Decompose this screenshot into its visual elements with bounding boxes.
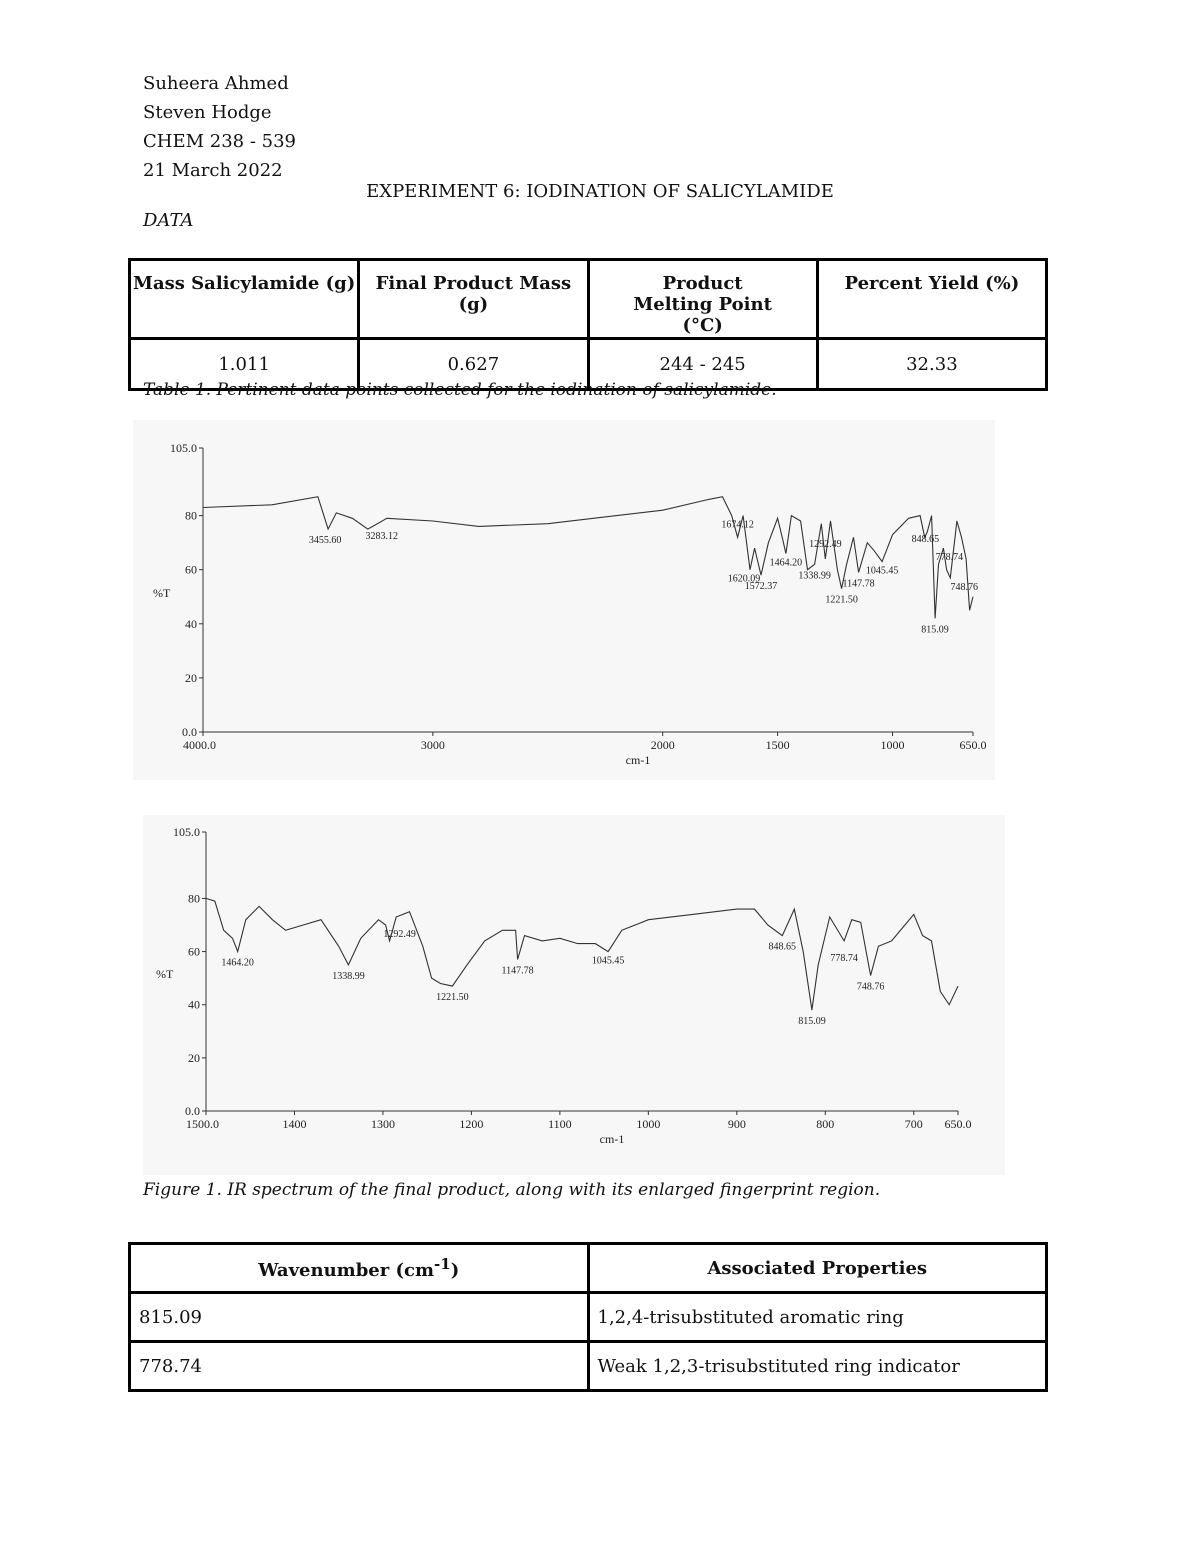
ir-spectrum-full <box>133 420 995 780</box>
peak-label: 1221.50 <box>436 992 469 1004</box>
cell-property: 1,2,4-trisubstituted aromatic ring <box>588 1293 1047 1342</box>
peak-label: 1147.78 <box>842 578 875 590</box>
x-tick-label: 2000 <box>650 738 675 752</box>
cell-wavenumber: 778.74 <box>130 1342 589 1391</box>
ir-spectrum-fingerprint <box>143 815 1005 1175</box>
header-associated-properties: Associated Properties <box>588 1244 1047 1293</box>
x-axis-label: cm-1 <box>599 1132 625 1146</box>
y-tick-label: 0.0 <box>185 1104 200 1118</box>
header-wavenumber: Wavenumber $(cm^{-1})$ <box>130 1244 589 1293</box>
peak-label: 1292.49 <box>383 928 416 940</box>
peak-label: 1572.37 <box>744 581 778 593</box>
peak-label: 1045.45 <box>591 955 625 967</box>
table-row <box>130 1342 1047 1391</box>
x-tick-label: 700 <box>904 1117 923 1131</box>
header-final-mass: Final Product Mass (g) <box>359 260 588 339</box>
table-caption: Table 1. Pertinent data points collected for the iodination of salicylamide. <box>143 380 777 400</box>
x-tick-label: 3000 <box>420 738 445 752</box>
x-tick-label: 1100 <box>548 1117 572 1131</box>
author-name: Suheera Ahmed <box>143 73 289 94</box>
y-tick-label: 20 <box>188 1050 200 1065</box>
x-tick-label: 1500 <box>765 738 790 752</box>
table-row <box>130 1293 1047 1342</box>
ir-spectrum-full-plot <box>133 420 995 780</box>
y-tick-label: 80 <box>188 891 200 906</box>
peak-label: 1147.78 <box>501 965 534 977</box>
x-tick-label: 1000 <box>880 738 905 752</box>
y-tick-label: 105.0 <box>170 441 197 455</box>
cell-mass-salicylamide: 1.011 <box>130 339 359 390</box>
x-tick-label: 650.0 <box>944 1117 972 1131</box>
cell-property: Weak 1,2,3-trisubstituted ring indicator <box>588 1342 1047 1391</box>
peak-label: 815.09 <box>798 1016 826 1028</box>
peak-label: 1464.20 <box>221 957 254 969</box>
partner-name: Steven Hodge <box>143 102 272 123</box>
peak-label: 748.76 <box>856 981 885 993</box>
table-header-row <box>130 260 1047 339</box>
peak-label: 3283.12 <box>365 531 399 543</box>
header-melting-point: Product Melting Point (°C) <box>588 260 817 339</box>
peak-label: 1674.12 <box>721 519 754 531</box>
report-date: 21 March 2022 <box>143 160 283 181</box>
course-code: CHEM 238 - 539 <box>143 131 296 152</box>
y-tick-label: 40 <box>188 997 200 1012</box>
x-tick-label: 800 <box>816 1117 835 1131</box>
peak-label: 778.74 <box>830 952 858 964</box>
cell-percent-yield: 32.33 <box>817 339 1046 390</box>
section-heading: DATA <box>143 210 194 231</box>
y-tick-label: 40 <box>185 616 197 631</box>
y-tick-label: 20 <box>185 670 197 685</box>
header-mass-salicylamide: Mass Salicylamide (g) <box>130 260 359 339</box>
cell-wavenumber: 815.09 <box>130 1293 589 1342</box>
peak-label: 1045.45 <box>865 565 899 577</box>
x-tick-label: 4000.0 <box>183 738 216 752</box>
peak-label: 1292.49 <box>809 538 842 550</box>
data-table <box>128 258 1048 391</box>
y-tick-label: 0.0 <box>182 725 197 739</box>
cell-melting-point: 244 - 245 <box>588 339 817 390</box>
x-tick-label: 1300 <box>370 1117 395 1131</box>
y-tick-label: 60 <box>185 562 197 577</box>
peak-label: 778.74 <box>935 552 964 564</box>
x-tick-label: 1000 <box>636 1117 661 1131</box>
peak-label: 748.76 <box>950 581 979 593</box>
figure-caption: Figure 1. IR spectrum of the final product, along with its enlarged fingerprint region. <box>143 1180 881 1200</box>
x-tick-label: 1500.0 <box>186 1117 219 1131</box>
peak-label: 815.09 <box>921 624 949 636</box>
x-axis-label: cm-1 <box>625 753 651 767</box>
experiment-title: EXPERIMENT 6: IODINATION OF SALICYLAMIDE <box>366 181 834 202</box>
peak-label: 1464.20 <box>769 557 803 569</box>
peak-label: 1338.99 <box>798 570 831 582</box>
y-axis-label: %T <box>156 967 174 982</box>
peak-label: 1338.99 <box>332 970 365 982</box>
header-percent-yield: Percent Yield (%) <box>817 260 1046 339</box>
y-tick-label: 60 <box>188 944 200 959</box>
x-tick-label: 900 <box>727 1117 746 1131</box>
x-tick-label: 1400 <box>282 1117 307 1131</box>
peak-label: 848.65 <box>911 533 940 545</box>
peak-table <box>128 1242 1048 1392</box>
y-tick-label: 80 <box>185 508 197 523</box>
ir-spectrum-fingerprint-plot <box>143 815 1005 1175</box>
peak-table-header <box>130 1244 1047 1293</box>
peak-label: 1221.50 <box>825 594 858 606</box>
peak-label: 848.65 <box>768 941 797 953</box>
x-tick-label: 650.0 <box>959 738 987 752</box>
cell-final-mass: 0.627 <box>359 339 588 390</box>
peak-label: 3455.60 <box>308 535 342 547</box>
y-tick-label: 105.0 <box>173 825 200 839</box>
y-axis-label: %T <box>153 585 171 600</box>
peak-label: 1620.09 <box>727 573 761 585</box>
x-tick-label: 1200 <box>459 1117 484 1131</box>
